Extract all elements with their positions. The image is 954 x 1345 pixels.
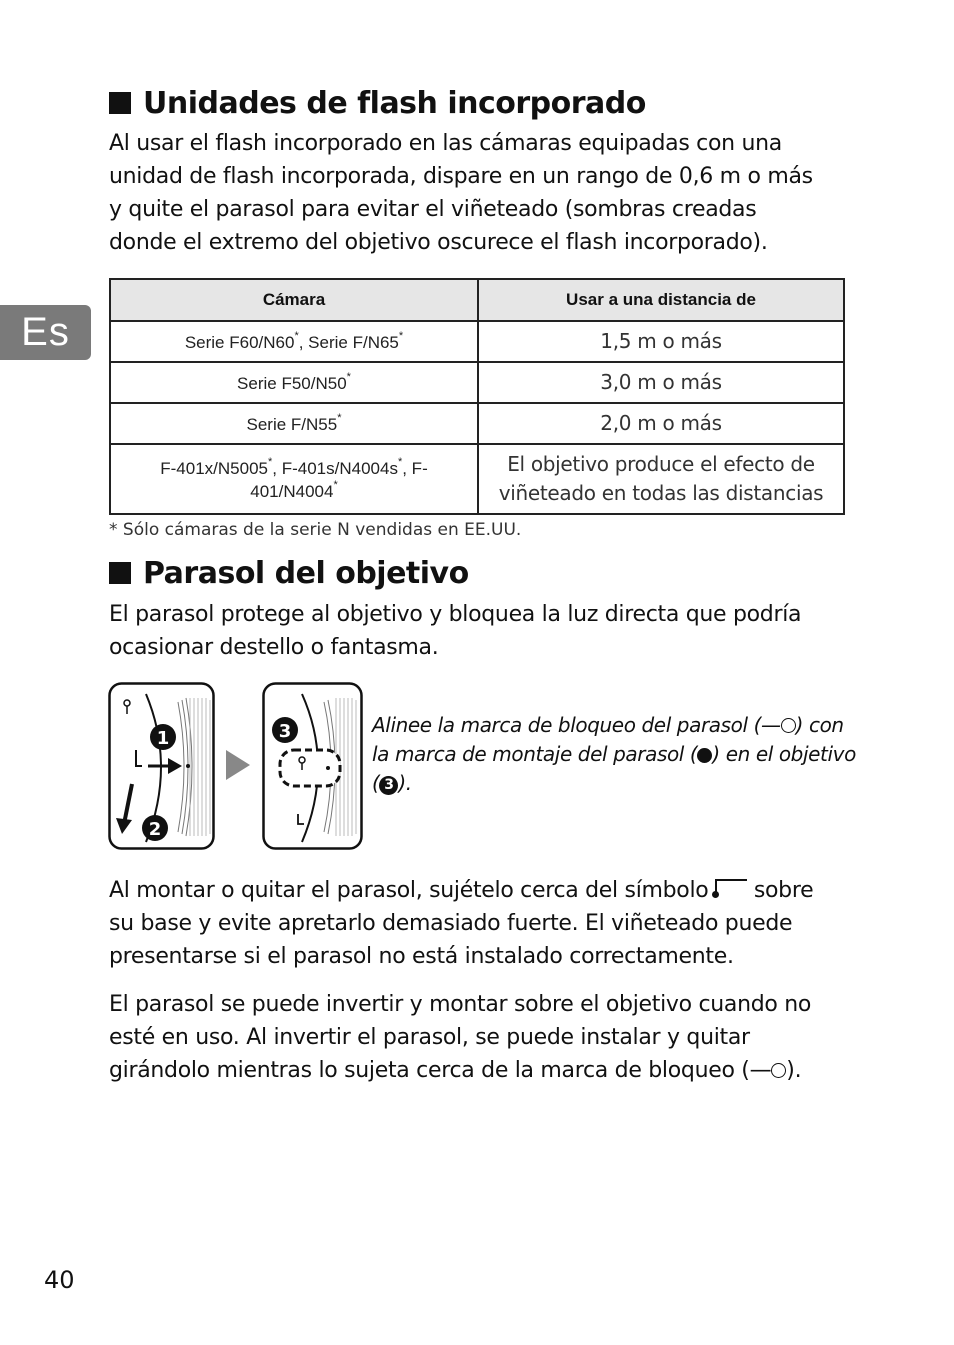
camera-name: F-401x/N5005 [160,459,268,478]
paragraph-text: sobre [753,878,814,903]
camera-cell [110,403,478,444]
next-step-arrow-icon [224,748,252,782]
caption-text: ). [398,771,412,795]
table-row [110,321,844,362]
paragraph-line: donde el extremo del objetivo oscurece el flash incorporado). [109,230,768,255]
paragraph-line: y quite el parasol para evitar el viñeteado (sombras creadas [109,197,757,222]
camera-name: Serie F50/N50 [237,374,347,393]
lock-mark-icon [781,718,796,733]
distance-line: El objetivo produce el efecto de [507,452,815,476]
distance-cell: 3,0 m o más [478,362,844,403]
table-header-row [110,279,844,321]
camera-cell [110,321,478,362]
camera-cell [110,444,478,514]
lock-mark-icon [771,1063,786,1078]
paragraph-line [109,874,849,907]
asterisk: * [346,371,351,383]
caption-text: ( [372,771,380,795]
camera-cell [110,362,478,403]
camera-name: , F-401s/N4004s [272,459,398,478]
asterisk: * [294,330,299,342]
paragraph-line [109,1054,849,1087]
caption-line [372,769,852,798]
caption-line [372,740,856,769]
paragraph-line: presentarse si el parasol no está instalado correctamente. [109,944,734,969]
caption-text: la marca de montaje del parasol ( [372,742,698,766]
paragraph-line: ocasionar destello o fantasma. [109,635,439,660]
hood-reverse-paragraph [109,988,849,1087]
hood-attach-illustration-1 [108,682,216,852]
step-number-badge: 3 [379,776,398,795]
camera-name: Serie F/N55 [246,415,338,434]
step-label-3: 3 [278,721,292,742]
table-footnote: * Sólo cámaras de la serie N vendidas en EE.UU. [109,520,522,540]
paragraph-line: esté en uso. Al invertir el parasol, se puede instalar y quitar [109,1025,750,1050]
paragraph-line: su base y evite apretarlo demasiado fuerte. El viñeteado puede [109,911,793,936]
paragraph-line: El parasol protege al objetivo y bloquea la luz directa que podría [109,602,802,627]
table-row [110,403,844,444]
distance-cell: 1,5 m o más [478,321,844,362]
mount-mark-icon [697,748,712,763]
asterisk: * [398,330,404,342]
illustration-caption [372,711,856,798]
distance-cell: 2,0 m o más [478,403,844,444]
heading-text: Parasol del objetivo [143,556,469,591]
asterisk: * [337,412,342,424]
paragraph-line: Al usar el flash incorporado en las cámaras equipadas con una [109,131,782,156]
hood-holding-paragraph [109,874,849,973]
square-bullet-icon [109,562,131,584]
asterisk: * [267,456,273,468]
section-heading-hood [109,556,469,591]
paragraph-text: girándolo mientras lo sujeta cerca de la marca de bloqueo (— [109,1058,772,1083]
camera-name: , F-401/N4004 [250,459,428,501]
paragraph-text: ). [786,1058,802,1083]
caption-text: ) en el objetivo [712,742,856,766]
paragraph-line: unidad de flash incorporada, dispare en un rango de 0,6 m o más [109,164,813,189]
asterisk: * [333,479,338,491]
caption-line [372,711,852,740]
heading-text: Unidades de flash incorporado [143,86,646,121]
step-label-2: 2 [148,819,162,840]
step-label-1: 1 [156,728,170,749]
camera-name: , Serie F/N65 [298,333,399,352]
asterisk: * [397,456,403,468]
language-tab: Es [0,305,91,360]
column-header-camera: Cámara [110,279,478,321]
square-bullet-icon [109,92,131,114]
caption-text: Alinee la marca de bloqueo del parasol (— [372,713,781,737]
distance-line: viñeteado en todas las distancias [498,481,824,505]
caption-text: ) con [795,713,844,737]
page-number: 40 [44,1266,75,1294]
column-header-distance: Usar a una distancia de [478,279,844,321]
hood-paragraph [109,598,849,664]
table-row [110,444,844,514]
flash-paragraph [109,127,849,259]
hood-grip-symbol-icon [715,879,747,895]
section-heading-flash [109,86,646,121]
hood-attach-illustration-2 [262,682,364,852]
distance-cell [478,444,844,514]
flash-distance-table [109,278,845,515]
table-row [110,362,844,403]
camera-name: Serie F60/N60 [184,333,295,352]
paragraph-line: El parasol se puede invertir y montar sobre el objetivo cuando no [109,992,812,1017]
paragraph-text: Al montar o quitar el parasol, sujételo cerca del símbolo [109,878,709,903]
